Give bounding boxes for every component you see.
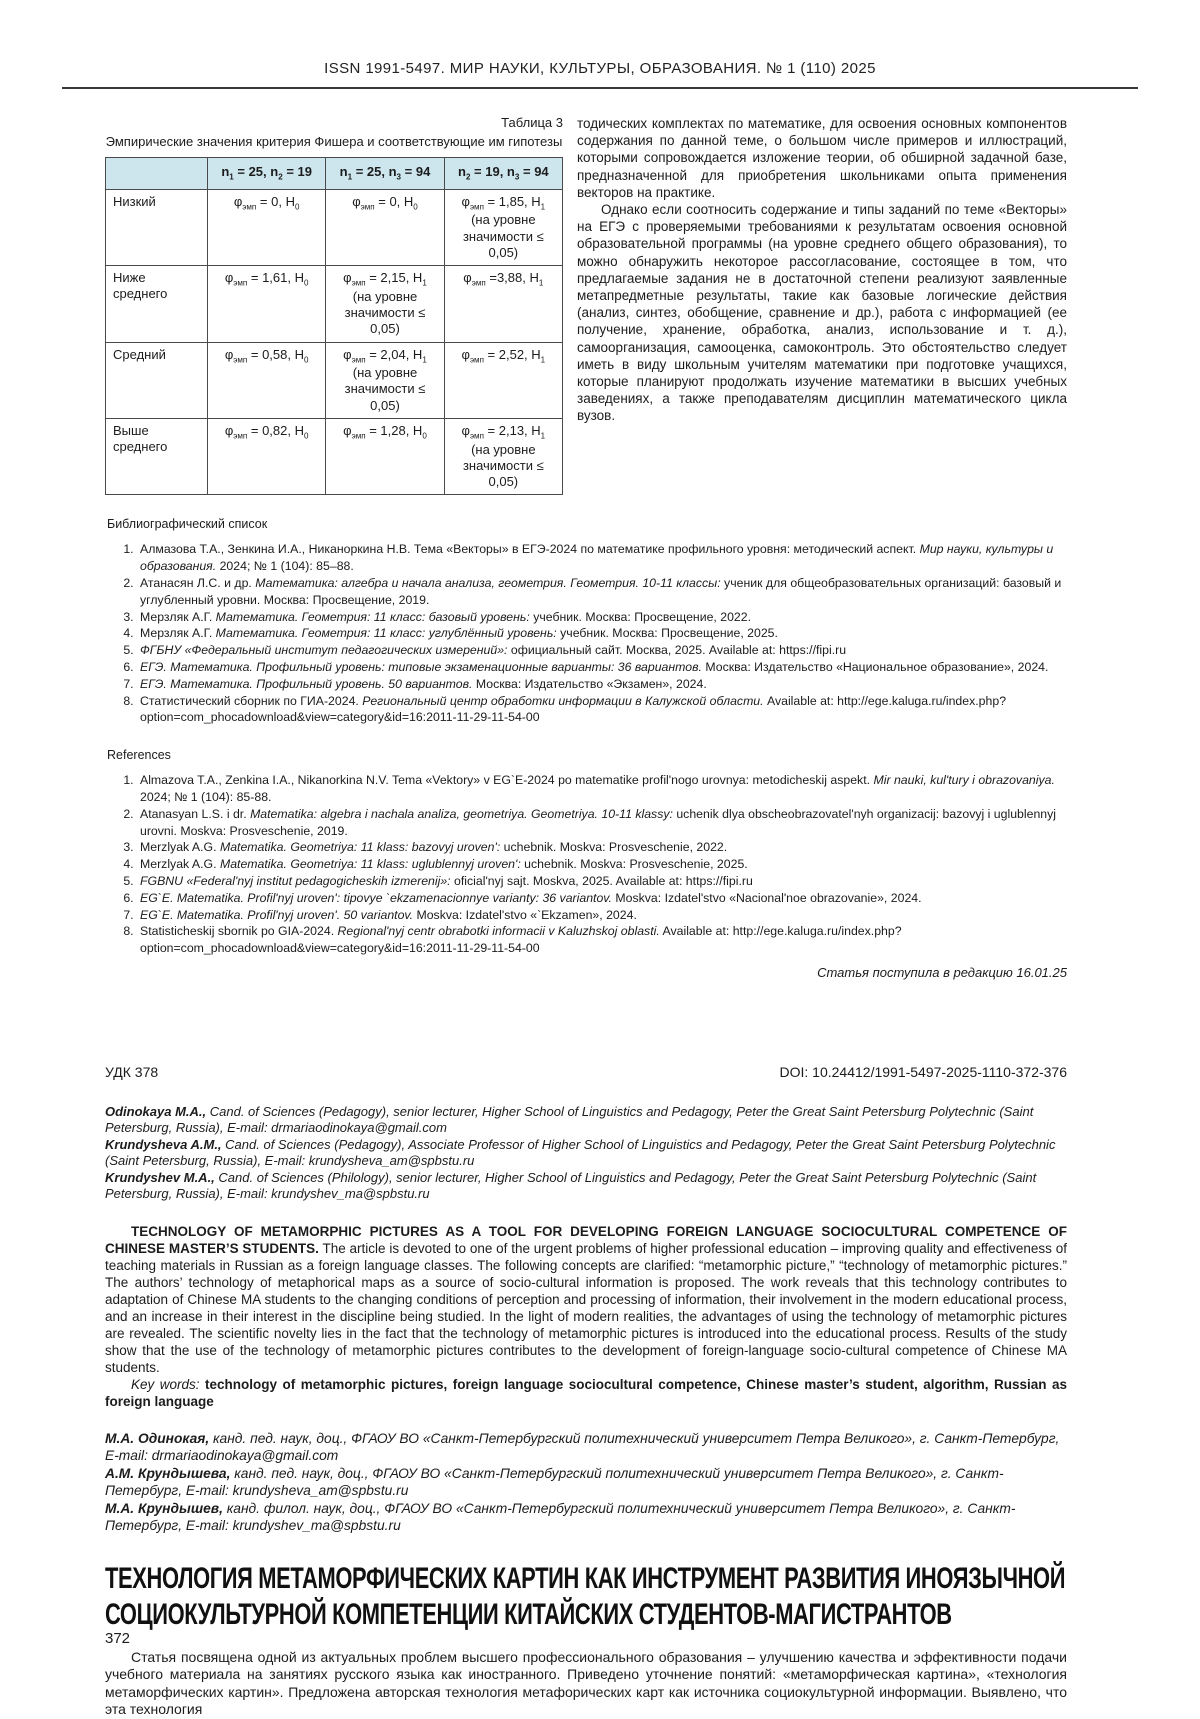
author-affiliation: Cand. of Sciences (Pedagogy), Associate Professor of Higher School of Linguistics and Pedagogy, Peter the Great Saint Petersburg Polytechnic (Saint Petersburg, Russia), E-mail: krundysheva_am@spbstu.ru bbox=[105, 1136, 1056, 1169]
table-cell: $\varphi_{эмп} = 0$, $H_0$ bbox=[208, 189, 326, 265]
keywords-text: technology of metamorphic pictures, foreign language sociocultural competence, Chinese master’s student, algorithm, Russian as foreign language bbox=[105, 1376, 1067, 1409]
table-column bbox=[105, 115, 563, 495]
author-affiliation: Cand. of Sciences (Pedagogy), senior lecturer, Higher School of Linguistics and Pedagogy, Peter the Great Saint Petersburg Polytechnic (Saint Petersburg, Russia), E-mail: drmariaodinokaya@gmail.com bbox=[105, 1103, 1034, 1136]
table-header-row bbox=[106, 158, 563, 190]
list-item: 3. Merzlyak A.G. Matematika. Geometriya: 11 klass: bazovyj uroven': uchebnik. Moskva: Prosveschenie, 2022. bbox=[137, 839, 1067, 856]
list-item: 4. Merzlyak A.G. Matematika. Geometriya: 11 klass: uglublennyj uroven': uchebnik. Moskva: Prosveschenie, 2025. bbox=[137, 856, 1067, 873]
doi: DOI: 10.24412/1991-5497-2025-1110-372-376 bbox=[779, 1063, 1067, 1080]
author-name: М.А. Крундышев, bbox=[105, 1500, 227, 1516]
author-affiliation: канд. филол. наук, доц., ФГАОУ ВО «Санкт-Петербургский политехнический университет Петра Великого», г. Санкт-Петербург, E-mail: krundyshev_ma@spbstu.ru bbox=[105, 1500, 1016, 1534]
author-line bbox=[105, 1170, 1067, 1203]
body-paragraph-2: Однако если соотносить содержание и типы заданий по теме «Векторы» на ЕГЭ с проверяемыми требованиями к результатам освоения основной образовательной программы (на уровне среднего общего образования), то можно обнаружить некоторое рассогласование, состоящее в том, что предлагаемые задания не в достаточной степени реализуют заявленные метапредметные результаты, такие как базовые логические действия (анализ, синтез, обобщение, сравнение и др.), работа с информацией (ее получение, хранение, обработка, анализ, использование и т. д.), самоорганизация, самооценка, самоконтроль. Это обстоятельство следует иметь в виду школьным учителям математики при подготовке учащихся, которые планируют продолжать изучение математики в высших учебных заведениях, а также преподавателям дисциплин математического цикла вузов. bbox=[577, 202, 1067, 424]
references-list bbox=[105, 772, 1067, 957]
keywords-english bbox=[105, 1376, 1067, 1410]
list-item: 1. Almazova T.A., Zenkina I.A., Nikanorkina N.V. Tema «Vektory» v EG`E-2024 po matematike profil'nogo urovnya: metodicheskij aspekt. Mir nauki, kul'tury i obrazovaniya. 2024; № 1 (104): 85-88. bbox=[137, 772, 1067, 806]
table-col-header: $n_1 = 25$, $n_3 = 94$ bbox=[326, 158, 444, 190]
abstract-title: TECHNOLOGY OF METAMORPHIC PICTURES AS A TOOL FOR DEVELOPING FOREIGN LANGUAGE SOCIOCULTURAL COMPETENCE OF CHINESE MASTER’S STUDENTS. bbox=[105, 1223, 1067, 1256]
table-cell: $\varphi_{эмп} = 1,61$, $H_0$ bbox=[208, 266, 326, 342]
table-row bbox=[106, 418, 563, 494]
references-title: References bbox=[107, 748, 171, 763]
table-cell: Ниже среднего bbox=[106, 266, 208, 342]
author-name: Odinokaya M.A., bbox=[105, 1103, 210, 1119]
table-cell: $\varphi_{эмп} =3,88$, $H_1$ bbox=[444, 266, 562, 342]
page-content bbox=[105, 115, 1067, 1719]
list-item: 5. ФГБНУ «Федеральный институт педагогических измерений»: официальный сайт. Москва, 2025. Available at: https://fipi.ru bbox=[137, 642, 1067, 659]
table-cell: $\varphi_{эмп} = 1,28$, $H_0$ bbox=[326, 418, 444, 494]
header-divider bbox=[62, 87, 1138, 89]
authors-english bbox=[105, 1104, 1067, 1203]
author-line bbox=[105, 1104, 1067, 1137]
list-item: 4. Мерзляк А.Г. Математика. Геометрия: 11 класс: углублённый уровень: учебник. Москва: Просвещение, 2025. bbox=[137, 625, 1067, 642]
fisher-criteria-table bbox=[105, 157, 563, 495]
table-col-header: $n_2 = 19$, $n_3 = 94$ bbox=[444, 158, 562, 190]
table-row bbox=[106, 266, 563, 342]
table-row bbox=[106, 342, 563, 418]
author-name: М.А. Одинокая, bbox=[105, 1430, 214, 1446]
table-col-header: $n_1 = 25$, $n_2 = 19$ bbox=[208, 158, 326, 190]
table-cell: Низкий bbox=[106, 189, 208, 265]
table-cell: $\varphi_{эмп} = 1,85$, $H_1$ (на уровне значимости ≤ 0,05) bbox=[444, 189, 562, 265]
journal-header bbox=[0, 0, 1200, 89]
list-item: 6. EG`E. Matematika. Profil'nyj uroven': tipovye `ekzamenacionnye varianty: 36 variantov. Moskva: Izdatel'stvo «Nacional'noe obrazovanie», 2024. bbox=[137, 890, 1067, 907]
author-affiliation: канд. пед. наук, доц., ФГАОУ ВО «Санкт-Петербургский политехнический университет Петра Великого», г. Санкт-Петербург, E-mail: drmariaodinokaya@gmail.com bbox=[105, 1430, 1060, 1464]
table-cell: Средний bbox=[106, 342, 208, 418]
author-line bbox=[105, 1465, 1067, 1500]
list-item: 2. Атанасян Л.С. и др. Математика: алгебра и начала анализа, геометрия. Геометрия. 10-11 классы: ученик для общеобразовательных организаций: базовый и углубленный уровни. Москва: Просвещение, 2019. bbox=[137, 575, 1067, 609]
author-name: А.М. Крундышева, bbox=[105, 1465, 235, 1481]
table-cell: $\varphi_{эмп} = 2,04$, $H_1$ (на уровне значимости ≤ 0,05) bbox=[326, 342, 444, 418]
list-item: 2. Atanasyan L.S. i dr. Matematika: algebra i nachala analiza, geometriya. Geometriya. 10-11 klassy: uchenik dlya obscheobrazovatel'nyh organizacij: bazovyj i uglublennyj urovni. Moskva: Prosveschenie, 2019. bbox=[137, 806, 1067, 840]
keywords-label: Key words: bbox=[131, 1376, 200, 1392]
table-cell: $\varphi_{эмп} = 0,58$, $H_0$ bbox=[208, 342, 326, 418]
article-title-russian: ТЕХНОЛОГИЯ МЕТАМОРФИЧЕСКИХ КАРТИН КАК ИНСТРУМЕНТ РАЗВИТИЯ ИНОЯЗЫЧНОЙ СОЦИОКУЛЬТУРНОЙ КОМПЕТЕНЦИИ КИТАЙСКИХ СТУДЕНТОВ-МАГИСТРАНТОВ bbox=[105, 1561, 1066, 1631]
issn-line: ISSN 1991-5497. МИР НАУКИ, КУЛЬТУРЫ, ОБРАЗОВАНИЯ. № 1 (110) 2025 bbox=[324, 60, 876, 77]
abstract-english bbox=[105, 1223, 1067, 1376]
table-cell: $\varphi_{эмп} = 2,52$, $H_1$ bbox=[444, 342, 562, 418]
author-affiliation: Cand. of Sciences (Philology), senior lecturer, Higher School of Linguistics and Pedagogy, Peter the Great Saint Petersburg Polytechnic (Saint Petersburg, Russia), E-mail: krundyshev_ma@spbstu.ru bbox=[105, 1169, 1037, 1202]
table-cell: $\varphi_{эмп} = 2,13$, $H_1$ (на уровне значимости ≤ 0,05) bbox=[444, 418, 562, 494]
authors-russian bbox=[105, 1430, 1067, 1535]
list-item: 3. Мерзляк А.Г. Математика. Геометрия: 11 класс: базовый уровень: учебник. Москва: Просвещение, 2022. bbox=[137, 609, 1067, 626]
list-item: 7. ЕГЭ. Математика. Профильный уровень. 50 вариантов. Москва: Издательство «Экзамен», 2024. bbox=[137, 676, 1067, 693]
table-cell: Выше среднего bbox=[106, 418, 208, 494]
annotation-russian: Статья посвящена одной из актуальных проблем высшего профессионального образования – улучшению качества и эффективности подачи учебного материала на занятиях русского языка как иностранного. Приведено уточнение понятий: «метаморфическая картина», «технология метаморфических картин». Предложена авторская технология метафорических карт как источника социокультурной информации. Выявлено, что эта технология bbox=[105, 1648, 1067, 1718]
author-affiliation: канд. пед. наук, доц., ФГАОУ ВО «Санкт-Петербургский политехнический университет Петра Великого», г. Санкт-Петербург, E-mail: krundysheva_am@spbstu.ru bbox=[105, 1465, 1004, 1499]
table-cell: $\varphi_{эмп} = 0,82$, $H_0$ bbox=[208, 418, 326, 494]
bibliography-title: Библиографический список bbox=[107, 517, 268, 532]
table-row bbox=[106, 189, 563, 265]
list-item: 8. Статистический сборник по ГИА-2024. Региональный центр обработки информации в Калужской области. Available at: http://ege.kaluga.ru/index.php?option=com_phocadownload&view=category&id=16:2011-11-29-11-54-00 bbox=[137, 693, 1067, 727]
received-note: Статья поступила в редакцию 16.01.25 bbox=[817, 964, 1067, 980]
table-cell: $\varphi_{эмп} = 2,15$, $H_1$ (на уровне значимости ≤ 0,05) bbox=[326, 266, 444, 342]
body-paragraph-1: тодических комплектах по математике, для освоения основных компонентов содержания по данной теме, о большом числе примеров и иллюстраций, которыми сопровождается изложение теории, об обширной задачной базе, предназначенной для приобретения школьниками опыта применения векторов на практике. bbox=[577, 116, 1067, 200]
list-item: 8. Statisticheskij sbornik po GIA-2024. Regional'nyj centr obrabotki informacii v Kaluzhskoj oblasti. Available at: http://ege.kaluga.ru/index.php?option=com_phocadownload&view=category&id=16:2011-11-29-11-54-00 bbox=[137, 923, 1067, 957]
author-name: Krundysheva A.M., bbox=[105, 1136, 226, 1152]
page-number: 372 bbox=[105, 1630, 131, 1647]
author-line bbox=[105, 1430, 1067, 1465]
table-body bbox=[106, 189, 563, 495]
table-col-header bbox=[106, 158, 208, 190]
list-item: 6. ЕГЭ. Математика. Профильный уровень: типовые экзаменационные варианты: 36 вариантов. Москва: Издательство «Национальное образование», 2024. bbox=[137, 659, 1067, 676]
author-line bbox=[105, 1500, 1067, 1535]
list-item: 7. EG`E. Matematika. Profil'nyj uroven'. 50 variantov. Moskva: Izdatel'stvo «`Ekzamen», 2024. bbox=[137, 907, 1067, 924]
bibliography-list bbox=[105, 541, 1067, 726]
abstract-body: The article is devoted to one of the urgent problems of higher professional education – improving quality and effectiveness of teaching materials in Russian as a foreign language classes. The following concepts are clarified: “metamorphic picture,” “technology of metamorphic pictures.” The authors’ technology of metaphorical maps as a source of socio-cultural information is proposed. The work reveals that this technology contributes to adaptation of Chinese MA students to the changing conditions of perception and processing of information, their involvement in the modern educational process, and an increase in their interest in the discipline being studied. In the light of modern realities, the advantages of using the technology of metamorphic pictures are revealed. The scientific novelty lies in the fact that the technology of metamorphic pictures is introduced into the educational process. Results of the study show that the use of the technology of metamorphic pictures contributes to the development of foreign-language socio-cultural competence of Chinese MA students. bbox=[105, 1240, 1067, 1375]
author-line bbox=[105, 1137, 1067, 1170]
meta-row bbox=[105, 1064, 1067, 1080]
top-section bbox=[105, 115, 1067, 495]
table-label: Таблица 3 bbox=[501, 115, 563, 130]
author-name: Krundyshev M.A., bbox=[105, 1169, 219, 1185]
table-cell: $\varphi_{эмп} = 0$, $H_0$ bbox=[326, 189, 444, 265]
body-text-column bbox=[577, 115, 1067, 495]
udk-code: УДК 378 bbox=[105, 1063, 159, 1080]
list-item: 1. Алмазова Т.А., Зенкина И.А., Никаноркина Н.В. Тема «Векторы» в ЕГЭ-2024 по математике профильного уровня: методический аспект. Мир науки, культуры и образования. 2024; № 1 (104): 85–88. bbox=[137, 541, 1067, 575]
list-item: 5. FGBNU «Federal'nyj institut pedagogicheskih izmerenij»: oficial'nyj sajt. Moskva, 2025. Available at: https://fipi.ru bbox=[137, 873, 1067, 890]
table-caption: Эмпирические значения критерия Фишера и соответствующие им гипотезы bbox=[105, 134, 563, 149]
